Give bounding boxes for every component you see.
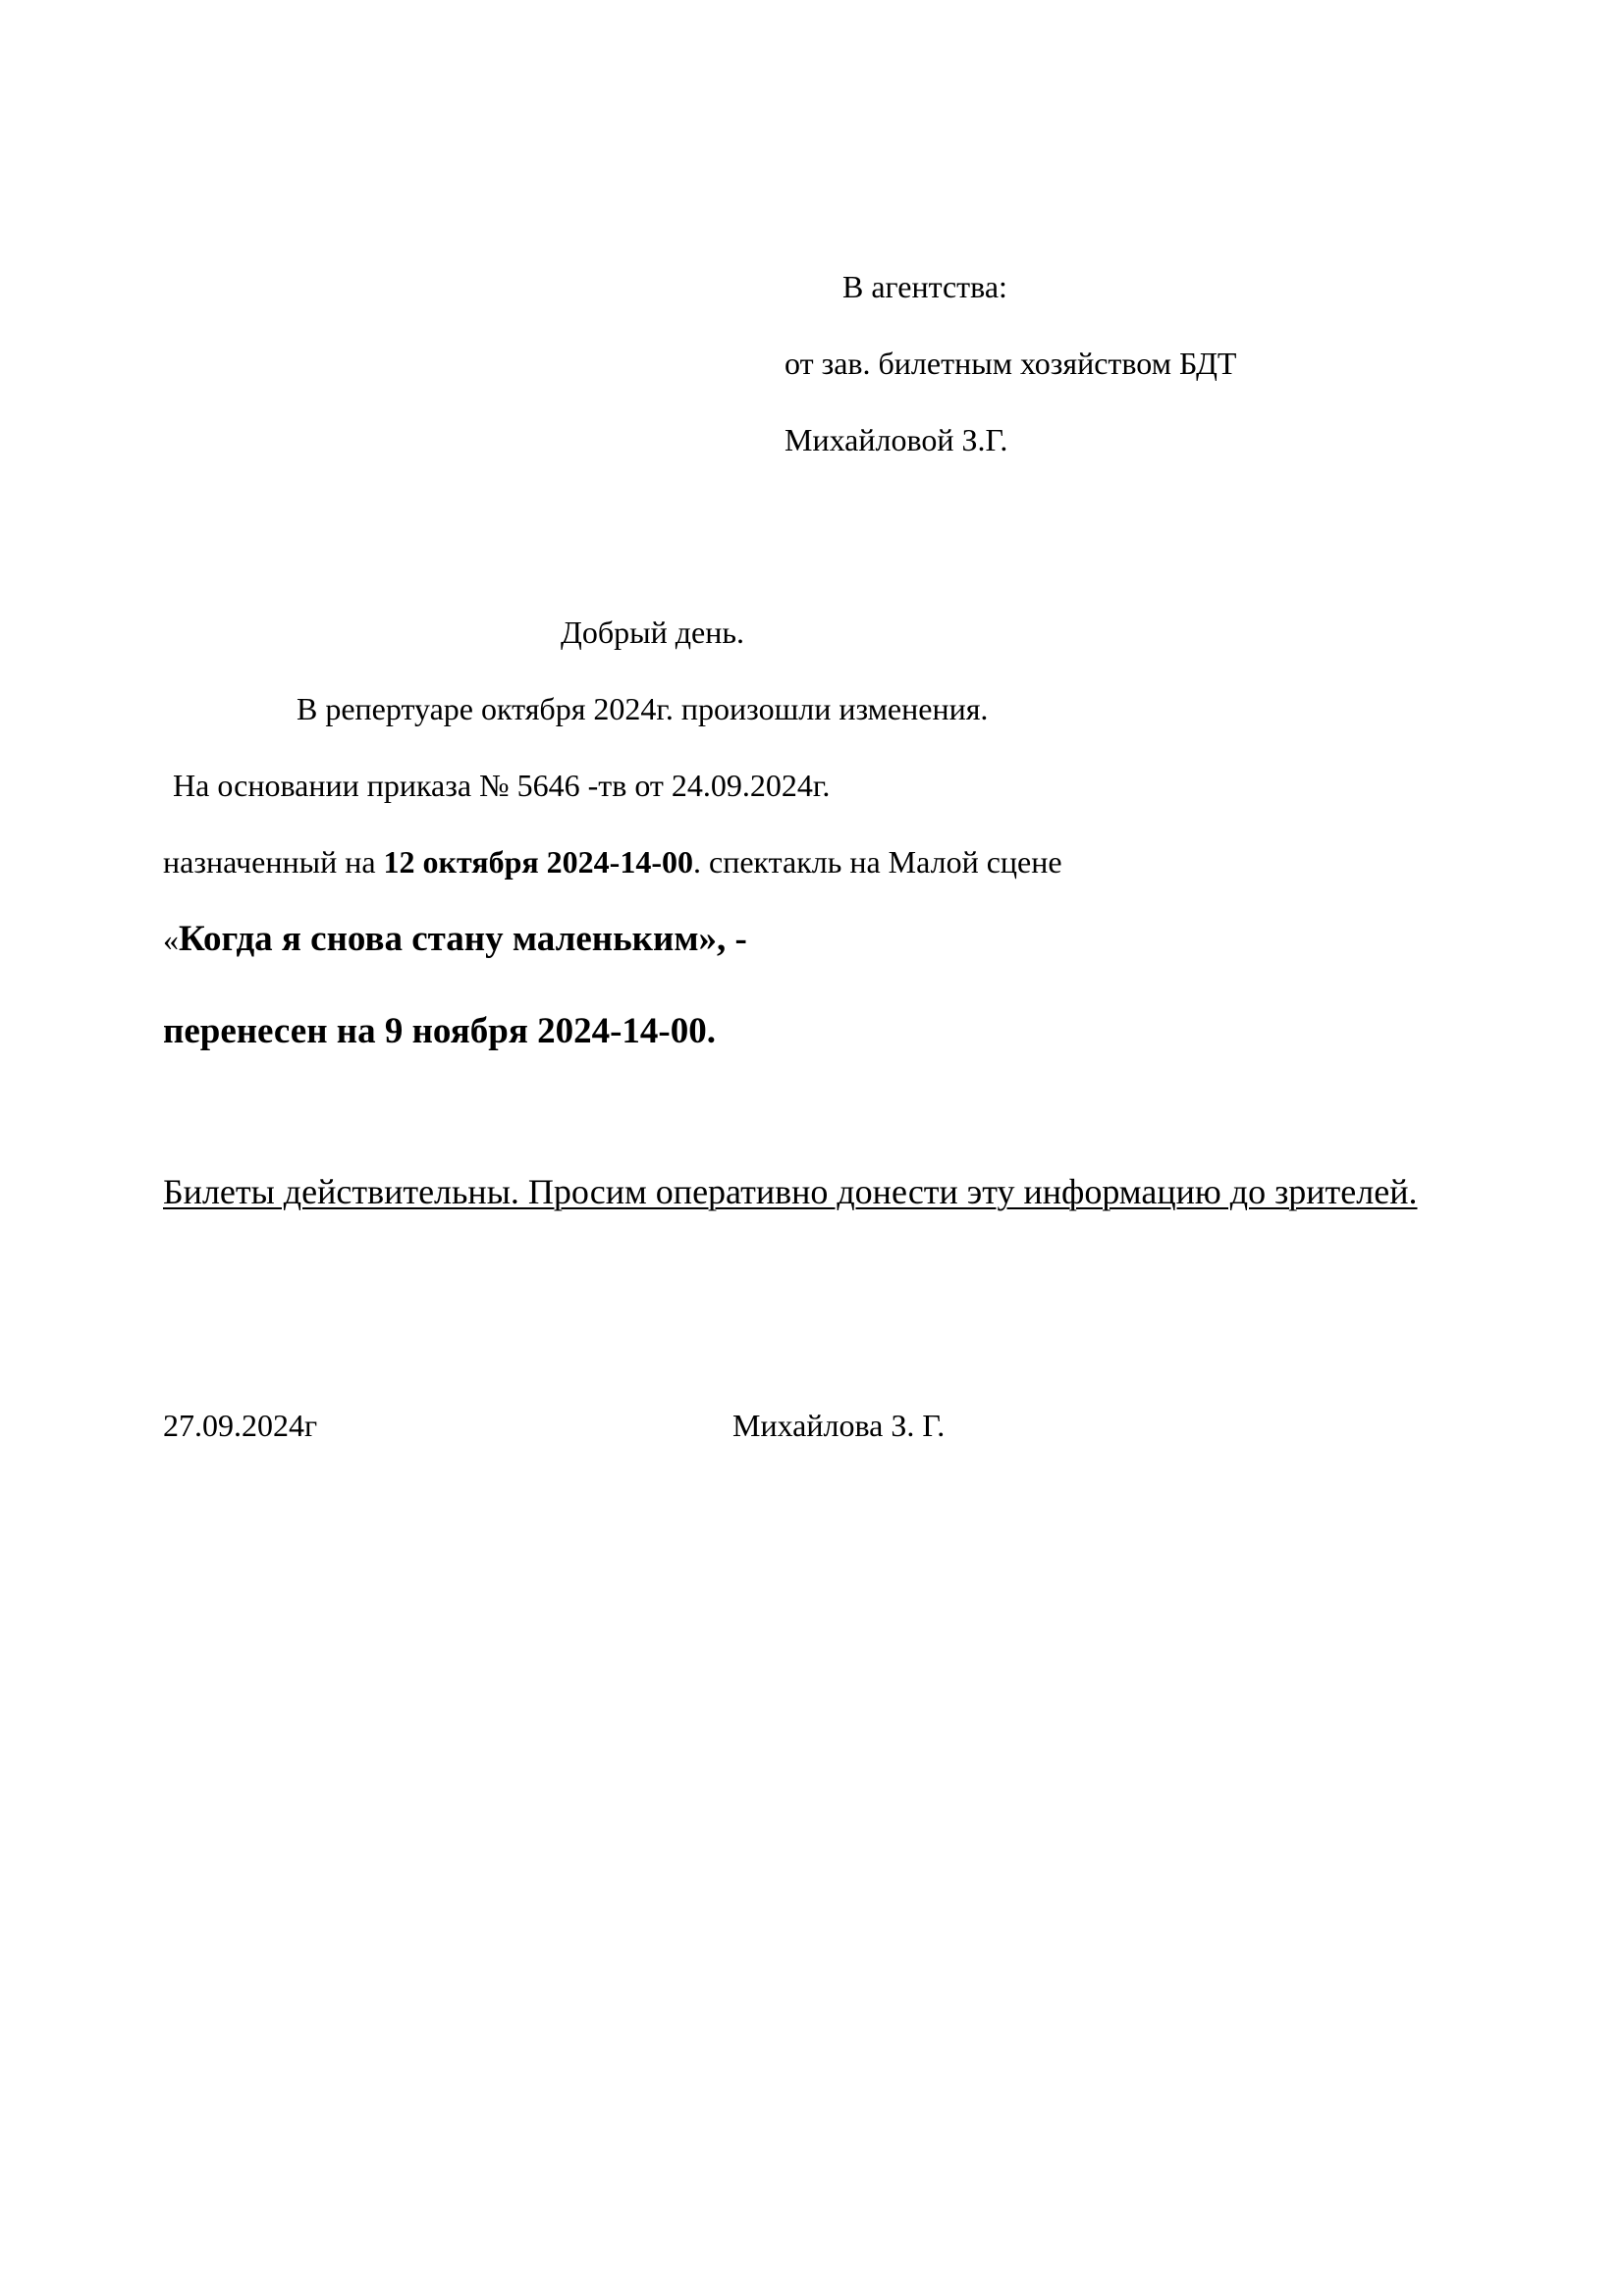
greeting: Добрый день. bbox=[561, 614, 744, 650]
order-reference: На основании приказа № 5646 -тв от 24.09.2024г. bbox=[173, 768, 831, 803]
scheduled-prefix: назначенный на bbox=[163, 844, 384, 880]
performance-title-line bbox=[163, 917, 747, 962]
sender-position: от зав. билетным хозяйством БДТ bbox=[785, 346, 1237, 381]
signature-name: Михайлова З. Г. bbox=[732, 1408, 946, 1443]
performance-title: Когда я снова стану маленьким», - bbox=[179, 919, 747, 959]
tickets-valid-notice: Билеты действительны. Просим оперативно донести эту информацию до зрителей. bbox=[163, 1172, 1418, 1211]
rescheduled-notice: перенесен на 9 ноября 2024-14-00. bbox=[163, 1011, 716, 1051]
scheduled-date: 12 октября 2024-14-00 bbox=[383, 844, 693, 880]
title-open-quote: « bbox=[163, 922, 179, 957]
intro-paragraph: В репертуаре октября 2024г. произошли изменения. bbox=[297, 691, 989, 726]
scheduled-line bbox=[163, 842, 1062, 881]
addressee: В агентства: bbox=[842, 269, 1007, 304]
document-date: 27.09.2024г bbox=[163, 1408, 318, 1443]
scheduled-suffix: . спектакль на Малой сцене bbox=[692, 844, 1062, 880]
sender-name: Михайловой З.Г. bbox=[785, 422, 1008, 457]
